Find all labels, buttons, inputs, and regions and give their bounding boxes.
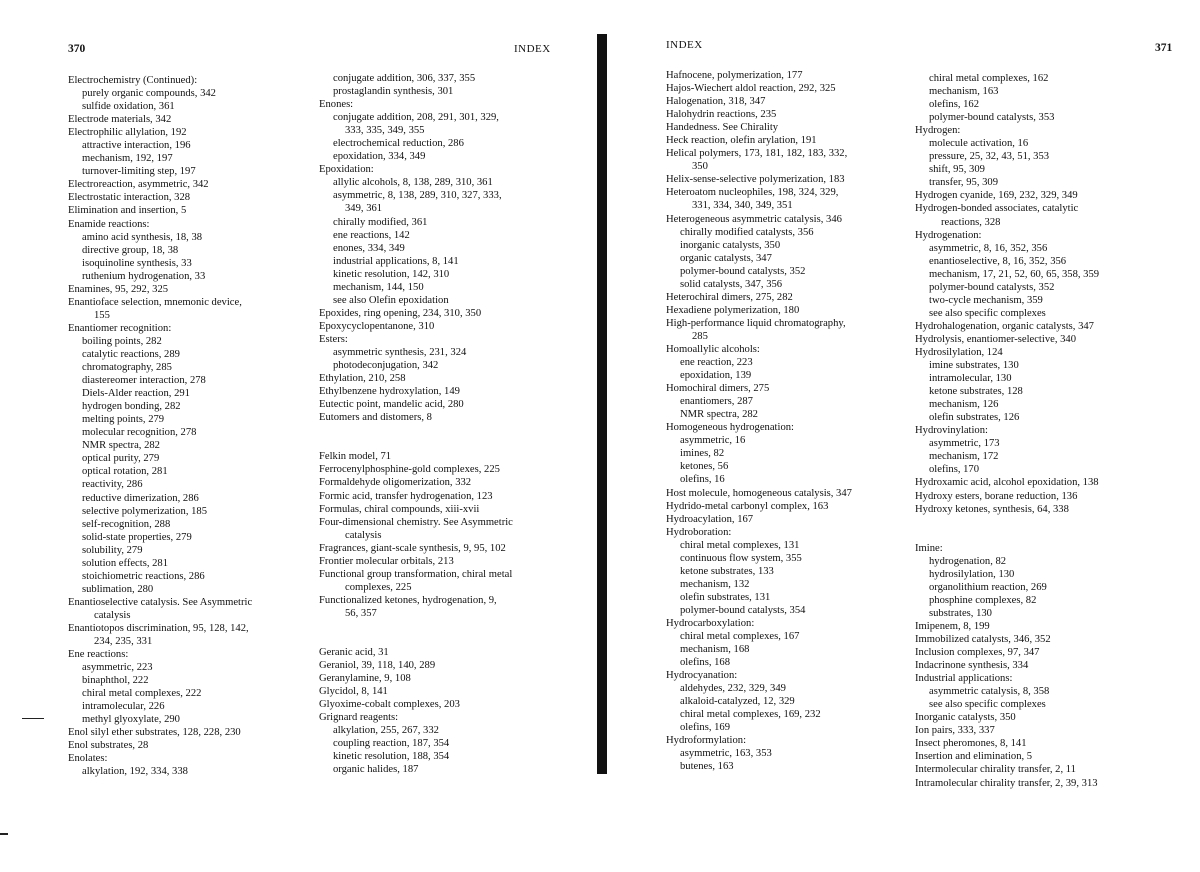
index-entry: Heteroatom nucleophiles, 198, 324, 329, bbox=[666, 187, 839, 199]
index-subentry: molecular recognition, 278 bbox=[82, 427, 197, 439]
index-subentry: olefins, 16 bbox=[680, 474, 725, 486]
index-subentry: chiral metal complexes, 222 bbox=[82, 688, 202, 700]
index-entry: Formaldehyde oligomerization, 332 bbox=[319, 477, 472, 489]
index-subentry: selective polymerization, 185 bbox=[82, 505, 208, 517]
index-entry: Host molecule, homogeneous catalysis, 347 bbox=[666, 487, 852, 499]
index-subentry: catalysis bbox=[345, 529, 382, 541]
index-subentry: 285 bbox=[692, 330, 708, 342]
index-entry: Enol substrates, 28 bbox=[68, 740, 149, 752]
index-entry: Eutomers and distomers, 8 bbox=[319, 412, 432, 424]
index-subentry: ene reaction, 223 bbox=[680, 357, 753, 369]
index-subentry: polymer-bound catalysts, 352 bbox=[929, 281, 1055, 293]
index-entry: Ethylbenzene hydroxylation, 149 bbox=[319, 386, 460, 398]
index-subentry: mechanism, 17, 21, 52, 60, 65, 358, 359 bbox=[929, 268, 1100, 280]
index-entry: Inorganic catalysts, 350 bbox=[915, 712, 1016, 724]
index-entry: Intermolecular chirality transfer, 2, 11 bbox=[915, 764, 1076, 776]
index-column bbox=[68, 74, 252, 779]
index-entry: Enantioface selection, mnemonic device, bbox=[68, 296, 242, 308]
index-entry: Hydrogen-bonded associates, catalytic bbox=[915, 203, 1079, 215]
index-subentry: pressure, 25, 32, 43, 51, 353 bbox=[929, 151, 1050, 163]
index-subentry: polymer-bound catalysts, 352 bbox=[680, 265, 806, 277]
index-entry: Ene reactions: bbox=[68, 649, 129, 661]
index-subentry: chiral metal complexes, 162 bbox=[929, 73, 1049, 84]
index-subentry: intramolecular, 130 bbox=[929, 373, 1012, 385]
index-subentry: ketone substrates, 128 bbox=[929, 386, 1023, 398]
index-entry: Grignard reagents: bbox=[319, 712, 399, 724]
index-subentry: intramolecular, 226 bbox=[82, 701, 165, 713]
index-subentry: aldehydes, 232, 329, 349 bbox=[680, 683, 786, 695]
index-subentry: conjugate addition, 208, 291, 301, 329, bbox=[333, 112, 499, 124]
index-subentry: alkaloid-catalyzed, 12, 329 bbox=[680, 696, 795, 708]
index-subentry: polymer-bound catalysts, 354 bbox=[680, 604, 806, 616]
index-subentry: chirally modified catalysts, 356 bbox=[680, 226, 814, 238]
index-entry: Glycidol, 8, 141 bbox=[319, 686, 388, 698]
margin-dash-left-edge bbox=[0, 833, 8, 835]
index-entry: Hydrohalogenation, organic catalysts, 347 bbox=[915, 320, 1094, 332]
index-entry: Indacrinone synthesis, 334 bbox=[915, 660, 1029, 672]
index-subentry: asymmetric, 16 bbox=[680, 435, 746, 447]
index-subentry: mechanism, 132 bbox=[680, 578, 750, 590]
index-entry: Epoxycyclopentanone, 310 bbox=[319, 320, 435, 332]
index-subentry: chiral metal complexes, 169, 232 bbox=[680, 709, 821, 721]
index-column bbox=[319, 72, 513, 777]
index-subentry: 234, 235, 331 bbox=[94, 636, 153, 648]
index-subentry: mechanism, 192, 197 bbox=[82, 153, 173, 165]
index-subentry: photodeconjugation, 342 bbox=[333, 360, 439, 372]
index-subentry: epoxidation, 139 bbox=[680, 370, 752, 382]
index-subentry: boiling points, 282 bbox=[82, 335, 162, 347]
index-subentry: reactivity, 286 bbox=[82, 479, 143, 491]
index-subentry: asymmetric, 8, 138, 289, 310, 327, 333, bbox=[333, 190, 502, 202]
index-entry: Enamines, 95, 292, 325 bbox=[68, 283, 169, 295]
index-entry: Formic acid, transfer hydrogenation, 123 bbox=[319, 490, 493, 502]
index-subentry: substrates, 130 bbox=[929, 607, 992, 619]
index-entry: Hydroformylation: bbox=[666, 735, 747, 747]
index-subentry: binaphthol, 222 bbox=[82, 675, 149, 687]
index-subentry: olefin substrates, 131 bbox=[680, 591, 771, 603]
index-entry: Insertion and elimination, 5 bbox=[915, 751, 1033, 763]
index-subentry: organic halides, 187 bbox=[333, 764, 419, 776]
index-entry: High-performance liquid chromatography, bbox=[666, 317, 846, 329]
index-entry: Functional group transformation, chiral metal bbox=[319, 568, 513, 580]
index-entry: Electrostatic interaction, 328 bbox=[68, 192, 191, 204]
index-entry: Helix-sense-selective polymerization, 183 bbox=[666, 174, 845, 186]
index-entry: Epoxidation: bbox=[319, 164, 374, 176]
index-subentry: butenes, 163 bbox=[680, 761, 734, 773]
index-subentry: solubility, 279 bbox=[82, 544, 143, 556]
index-subentry: prostaglandin synthesis, 301 bbox=[333, 86, 454, 98]
index-entry: Geranylamine, 9, 108 bbox=[319, 673, 411, 685]
index-subentry: olefins, 169 bbox=[680, 722, 731, 734]
index-subentry: chiral metal complexes, 167 bbox=[680, 631, 800, 643]
index-entry: Halogenation, 318, 347 bbox=[666, 96, 766, 108]
index-entry: Hydrosilylation, 124 bbox=[915, 346, 1003, 358]
index-subentry: 56, 357 bbox=[345, 607, 377, 619]
index-subentry: stoichiometric reactions, 286 bbox=[82, 570, 205, 582]
index-subentry: alkylation, 255, 267, 332 bbox=[333, 725, 439, 737]
index-subentry: olefin substrates, 126 bbox=[929, 412, 1020, 424]
index-subentry: continuous flow system, 355 bbox=[680, 552, 802, 564]
index-subentry: reactions, 328 bbox=[941, 216, 1001, 228]
index-subentry: asymmetric, 173 bbox=[929, 438, 1000, 450]
left-page-number: 370 bbox=[68, 43, 86, 55]
index-subentry: sulfide oxidation, 361 bbox=[82, 101, 175, 113]
index-subentry: diastereomer interaction, 278 bbox=[82, 375, 206, 387]
index-entry: Enantioselective catalysis. See Asymmetric bbox=[68, 596, 253, 608]
index-entry: Inclusion complexes, 97, 347 bbox=[915, 647, 1040, 659]
index-entry: Electrode materials, 342 bbox=[68, 114, 172, 126]
index-subentry: organolithium reaction, 269 bbox=[929, 581, 1047, 593]
index-subentry: solid catalysts, 347, 356 bbox=[680, 278, 783, 290]
index-entry: Homogeneous hydrogenation: bbox=[666, 422, 794, 434]
index-entry: Hexadiene polymerization, 180 bbox=[666, 304, 800, 316]
index-subentry: asymmetric, 8, 16, 352, 356 bbox=[929, 242, 1048, 254]
index-entry: Enones: bbox=[319, 99, 354, 111]
book-spine-shadow bbox=[597, 34, 607, 774]
index-subentry: mechanism, 168 bbox=[680, 644, 750, 656]
index-subentry: organic catalysts, 347 bbox=[680, 252, 772, 264]
index-entry: Fragrances, giant-scale synthesis, 9, 95, 102 bbox=[319, 542, 506, 554]
index-subentry: directive group, 18, 38 bbox=[82, 244, 179, 256]
index-entry: Ethylation, 210, 258 bbox=[319, 373, 406, 385]
index-subentry: epoxidation, 334, 349 bbox=[333, 151, 426, 163]
index-subentry: isoquinoline synthesis, 33 bbox=[82, 257, 192, 269]
index-subentry: imines, 82 bbox=[680, 448, 725, 460]
index-entry: Imipenem, 8, 199 bbox=[915, 620, 990, 632]
index-subentry: two-cycle mechanism, 359 bbox=[929, 294, 1043, 306]
index-entry: Electrochemistry (Continued): bbox=[68, 75, 198, 86]
index-entry: Immobilized catalysts, 346, 352 bbox=[915, 634, 1051, 646]
index-entry: Hydrogen cyanide, 169, 232, 329, 349 bbox=[915, 190, 1078, 202]
index-subentry: asymmetric catalysis, 8, 358 bbox=[929, 686, 1050, 698]
index-subentry: 349, 361 bbox=[345, 203, 383, 215]
index-subentry: attractive interaction, 196 bbox=[82, 140, 191, 152]
index-subentry: transfer, 95, 309 bbox=[929, 177, 999, 189]
index-entry: Felkin model, 71 bbox=[319, 451, 392, 463]
index-entry: Frontier molecular orbitals, 213 bbox=[319, 555, 454, 567]
index-entry: Industrial applications: bbox=[915, 673, 1013, 685]
index-entry: Homoallylic alcohols: bbox=[666, 343, 760, 355]
index-entry: Enamide reactions: bbox=[68, 218, 150, 230]
index-entry: Heterochiral dimers, 275, 282 bbox=[666, 291, 793, 303]
index-subentry: see also specific complexes bbox=[929, 307, 1046, 319]
index-subentry: purely organic compounds, 342 bbox=[82, 88, 216, 100]
index-subentry: chiral metal complexes, 131 bbox=[680, 539, 800, 551]
index-subentry: imine substrates, 130 bbox=[929, 360, 1019, 372]
index-column bbox=[666, 69, 852, 774]
index-subentry: alkylation, 192, 334, 338 bbox=[82, 766, 188, 778]
index-entry: Homochiral dimers, 275 bbox=[666, 383, 770, 395]
index-subentry: 155 bbox=[94, 309, 110, 321]
index-entry: Electrophilic allylation, 192 bbox=[68, 127, 187, 139]
index-subentry: olefins, 170 bbox=[929, 464, 980, 476]
index-subentry: mechanism, 126 bbox=[929, 399, 999, 411]
index-entry: Hydrovinylation: bbox=[915, 425, 988, 437]
index-subentry: allylic alcohols, 8, 138, 289, 310, 361 bbox=[333, 177, 493, 189]
index-entry: Formulas, chiral compounds, xiii-xvii bbox=[319, 503, 480, 515]
index-subentry: 350 bbox=[692, 161, 708, 173]
index-subentry: optical rotation, 281 bbox=[82, 466, 168, 478]
index-entry: Handedness. See Chirality bbox=[666, 122, 779, 134]
index-entry: Glyoxime-cobalt complexes, 203 bbox=[319, 699, 460, 711]
index-subentry: catalysis bbox=[94, 609, 131, 621]
index-subentry: see also specific complexes bbox=[929, 699, 1046, 711]
index-subentry: chirally modified, 361 bbox=[333, 216, 428, 228]
index-entry: Hydroboration: bbox=[666, 526, 732, 538]
index-subentry: enones, 334, 349 bbox=[333, 242, 405, 254]
index-entry: Intramolecular chirality transfer, 2, 39, 313 bbox=[915, 777, 1098, 789]
index-subentry: industrial applications, 8, 141 bbox=[333, 255, 459, 267]
index-subentry: amino acid synthesis, 18, 38 bbox=[82, 231, 203, 243]
index-subentry: enantiomers, 287 bbox=[680, 396, 753, 408]
index-subentry: methyl glyoxylate, 290 bbox=[82, 714, 180, 726]
index-entry: Enantiotopos discrimination, 95, 128, 142, bbox=[68, 622, 249, 634]
index-entry: Ferrocenylphosphine-gold complexes, 225 bbox=[319, 464, 500, 476]
index-entry: Hydroxamic acid, alcohol epoxidation, 138 bbox=[915, 477, 1099, 489]
index-subentry: ene reactions, 142 bbox=[333, 229, 410, 241]
index-entry: Halohydrin reactions, 235 bbox=[666, 109, 777, 121]
index-entry: Esters: bbox=[319, 333, 348, 345]
right-page-number: 371 bbox=[1155, 42, 1173, 54]
index-subentry: hydrosilylation, 130 bbox=[929, 568, 1015, 580]
index-entry: Electroreaction, asymmetric, 342 bbox=[68, 179, 209, 191]
index-subentry: asymmetric synthesis, 231, 324 bbox=[333, 346, 467, 358]
index-subentry: self-recognition, 288 bbox=[82, 518, 171, 530]
index-subentry: NMR spectra, 282 bbox=[680, 409, 758, 421]
index-entry: Hydrocyanation: bbox=[666, 670, 738, 682]
letter-group-gap bbox=[319, 424, 513, 450]
index-subentry: coupling reaction, 187, 354 bbox=[333, 738, 450, 750]
index-subentry: complexes, 225 bbox=[345, 581, 412, 593]
index-subentry: kinetic resolution, 142, 310 bbox=[333, 268, 450, 280]
index-entry: Hydroacylation, 167 bbox=[666, 513, 754, 525]
index-subentry: mechanism, 144, 150 bbox=[333, 281, 424, 293]
index-subentry: mechanism, 163 bbox=[929, 86, 999, 98]
index-subentry: solution effects, 281 bbox=[82, 557, 169, 569]
index-subentry: hydrogenation, 82 bbox=[929, 555, 1007, 567]
index-subentry: shift, 95, 309 bbox=[929, 164, 985, 176]
index-subentry: kinetic resolution, 188, 354 bbox=[333, 751, 450, 763]
index-entry: Helical polymers, 173, 181, 182, 183, 332, bbox=[666, 148, 848, 160]
index-subentry: reductive dimerization, 286 bbox=[82, 492, 199, 504]
index-entry: Hydrocarboxylation: bbox=[666, 617, 755, 629]
index-subentry: conjugate addition, 306, 337, 355 bbox=[333, 73, 476, 84]
index-entry: Heterogeneous asymmetric catalysis, 346 bbox=[666, 213, 842, 225]
margin-dash-left bbox=[22, 718, 44, 719]
index-entry: Functionalized ketones, hydrogenation, 9, bbox=[319, 594, 497, 606]
index-entry: Hydroxy esters, borane reduction, 136 bbox=[915, 490, 1078, 502]
index-entry: Hydrogenation: bbox=[915, 229, 982, 241]
index-subentry: 331, 334, 340, 349, 351 bbox=[692, 200, 793, 212]
index-subentry: olefins, 162 bbox=[929, 99, 980, 111]
index-entry: Four-dimensional chemistry. See Asymmetric bbox=[319, 516, 513, 528]
index-entry: Geraniol, 39, 118, 140, 289 bbox=[319, 660, 436, 672]
index-subentry: asymmetric, 163, 353 bbox=[680, 748, 772, 760]
index-subentry: electrochemical reduction, 286 bbox=[333, 138, 464, 150]
index-subentry: mechanism, 172 bbox=[929, 451, 999, 463]
index-entry: Imine: bbox=[915, 542, 943, 554]
index-subentry: olefins, 168 bbox=[680, 657, 731, 669]
index-entry: Epoxides, ring opening, 234, 310, 350 bbox=[319, 307, 482, 319]
letter-group-gap bbox=[915, 516, 1099, 542]
index-subentry: chromatography, 285 bbox=[82, 362, 172, 374]
right-running-head: INDEX bbox=[666, 39, 703, 51]
index-subentry: see also Olefin epoxidation bbox=[333, 294, 449, 306]
index-subentry: molecule activation, 16 bbox=[929, 138, 1029, 150]
index-subentry: NMR spectra, 282 bbox=[82, 440, 160, 452]
index-subentry: ketones, 56 bbox=[680, 461, 729, 473]
index-subentry: enantioselective, 8, 16, 352, 356 bbox=[929, 255, 1067, 267]
index-entry: Elimination and insertion, 5 bbox=[68, 205, 187, 217]
letter-group-gap bbox=[319, 620, 513, 646]
left-running-head: INDEX bbox=[514, 43, 551, 55]
index-entry: Hafnocene, polymerization, 177 bbox=[666, 70, 803, 81]
index-subentry: inorganic catalysts, 350 bbox=[680, 239, 781, 251]
index-subentry: catalytic reactions, 289 bbox=[82, 348, 180, 360]
index-column bbox=[915, 72, 1099, 790]
index-subentry: melting points, 279 bbox=[82, 414, 165, 426]
index-entry: Eutectic point, mandelic acid, 280 bbox=[319, 399, 464, 411]
index-subentry: solid-state properties, 279 bbox=[82, 531, 192, 543]
index-subentry: turnover-limiting step, 197 bbox=[82, 166, 196, 178]
index-entry: Hydrolysis, enantiomer-selective, 340 bbox=[915, 333, 1077, 345]
index-entry: Geranic acid, 31 bbox=[319, 647, 389, 659]
index-subentry: optical purity, 279 bbox=[82, 453, 160, 465]
index-entry: Enolates: bbox=[68, 753, 108, 765]
index-subentry: ketone substrates, 133 bbox=[680, 565, 774, 577]
index-subentry: 333, 335, 349, 355 bbox=[345, 125, 425, 137]
index-subentry: asymmetric, 223 bbox=[82, 662, 153, 674]
index-subentry: sublimation, 280 bbox=[82, 583, 154, 595]
index-entry: Enantiomer recognition: bbox=[68, 322, 172, 334]
index-subentry: phosphine complexes, 82 bbox=[929, 594, 1037, 606]
index-entry: Ion pairs, 333, 337 bbox=[915, 725, 995, 737]
index-entry: Heck reaction, olefin arylation, 191 bbox=[666, 135, 817, 147]
index-entry: Enol silyl ether substrates, 128, 228, 230 bbox=[68, 727, 241, 739]
index-entry: Hydroxy ketones, synthesis, 64, 338 bbox=[915, 503, 1069, 515]
index-subentry: hydrogen bonding, 282 bbox=[82, 401, 181, 413]
index-subentry: polymer-bound catalysts, 353 bbox=[929, 112, 1055, 124]
index-entry: Insect pheromones, 8, 141 bbox=[915, 738, 1027, 750]
index-entry: Hydrogen: bbox=[915, 125, 961, 137]
index-entry: Hydrido-metal carbonyl complex, 163 bbox=[666, 500, 829, 512]
index-subentry: ruthenium hydrogenation, 33 bbox=[82, 270, 206, 282]
index-entry: Hajos-Wiechert aldol reaction, 292, 325 bbox=[666, 83, 836, 95]
index-subentry: Diels-Alder reaction, 291 bbox=[82, 388, 190, 400]
